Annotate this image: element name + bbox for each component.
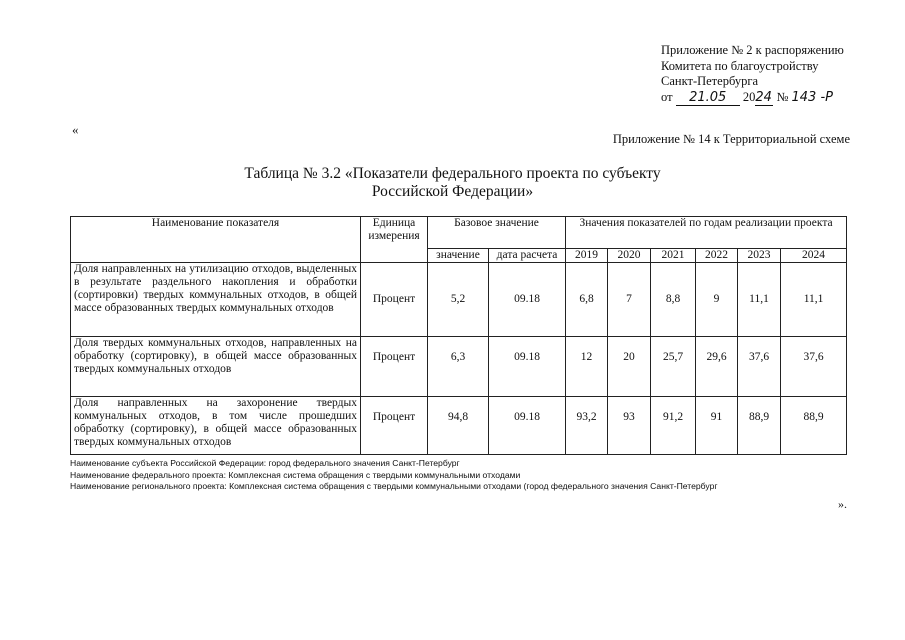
year-value: 7 [608, 263, 651, 337]
number-prefix: № [776, 89, 789, 104]
header-base-value: значение [428, 249, 489, 263]
header-year: 2024 [781, 249, 847, 263]
document-number: 143 -Р [791, 89, 833, 105]
note-federal-project: Наименование федерального проекта: Комплексная система обращения с твердыми коммунальными отходами [70, 469, 521, 480]
year-value: 6,8 [566, 263, 608, 337]
indicator-name: Доля направленных на захоронение твердых коммунальных отходов, в том числе прошедших обработку (сортировку), в общей массе образованных твердых коммунальных отходов [71, 397, 361, 455]
year-value: 93,2 [566, 397, 608, 455]
header-base-date: дата расчета [489, 249, 566, 263]
header-year: 2019 [566, 249, 608, 263]
header-base: Базовое значение [428, 217, 566, 249]
year-value: 91,2 [651, 397, 696, 455]
note-regional-project: Наименование регионального проекта: Комплексная система обращения с твердыми коммунальными отходами (город федерального значения Санкт-Петербург [70, 481, 718, 491]
header-year: 2023 [738, 249, 781, 263]
year-value: 8,8 [651, 263, 696, 337]
base-value: 6,3 [428, 337, 489, 397]
year-prefix: 20 [742, 89, 756, 104]
document-header [661, 43, 858, 106]
year-value: 20 [608, 337, 651, 397]
header-year: 2020 [608, 249, 651, 263]
header-line-2: Комитета по благоустройству [661, 58, 819, 73]
indicator-name: Доля твердых коммунальных отходов, направленных на обработку (сортировку), в общей массе образованных твердых коммунальных отходов [71, 337, 361, 397]
indicator-unit: Процент [361, 337, 428, 397]
base-date: 09.18 [489, 397, 566, 455]
year-value: 11,1 [781, 263, 847, 337]
indicator-unit: Процент [361, 397, 428, 455]
header-year: 2022 [696, 249, 738, 263]
base-date: 09.18 [489, 263, 566, 337]
closing-quote: ». [838, 497, 847, 511]
year-value: 29,6 [696, 337, 738, 397]
year-value: 12 [566, 337, 608, 397]
year-value: 88,9 [781, 397, 847, 455]
opening-quote: « [72, 122, 79, 137]
title-line-2: Российской Федерации» [371, 183, 534, 200]
indicator-unit: Процент [361, 263, 428, 337]
header-line-3: Санкт-Петербурга [661, 74, 759, 88]
table-row [71, 337, 847, 397]
year-value: 93 [608, 397, 651, 455]
year-value: 11,1 [738, 263, 781, 337]
year-suffix: 24 [755, 89, 772, 105]
year-value: 88,9 [738, 397, 781, 455]
base-value: 5,2 [428, 263, 489, 337]
indicator-name: Доля направленных на утилизацию отходов, выделенных в результате раздельного накопления и обработки (сортировки) твердых коммунальных отходов, в общей массе образованных твердых коммунальных отходов [71, 263, 361, 337]
header-year: 2021 [651, 249, 696, 263]
table-title [0, 165, 905, 201]
annex-14-caption: Приложение № 14 к Территориальной схеме [612, 132, 850, 146]
header-years: Значения показателей по годам реализации проекта [566, 217, 847, 249]
year-value: 37,6 [781, 337, 847, 397]
year-value: 91 [696, 397, 738, 455]
header-date-line [661, 90, 858, 107]
header-unit: Единица измерения [361, 217, 428, 263]
header-line-1: Приложение № 2 к распоряжению [661, 43, 844, 57]
table-row [71, 397, 847, 455]
note-subject: Наименование субъекта Российской Федерации: город федерального значения Санкт-Петербург [70, 458, 460, 468]
header-name: Наименование показателя [71, 217, 361, 263]
year-value: 37,6 [738, 337, 781, 397]
table-row [71, 263, 847, 337]
year-value: 25,7 [651, 337, 696, 397]
date-prefix: от [661, 89, 673, 104]
title-line-1: Таблица № 3.2 «Показатели федерального проекта по субъекту [244, 165, 661, 182]
year-value: 9 [696, 263, 738, 337]
footnotes [70, 458, 718, 493]
base-date: 09.18 [489, 337, 566, 397]
indicators-table [70, 216, 847, 455]
base-value: 94,8 [428, 397, 489, 455]
date-day: 21.05 [676, 90, 740, 107]
